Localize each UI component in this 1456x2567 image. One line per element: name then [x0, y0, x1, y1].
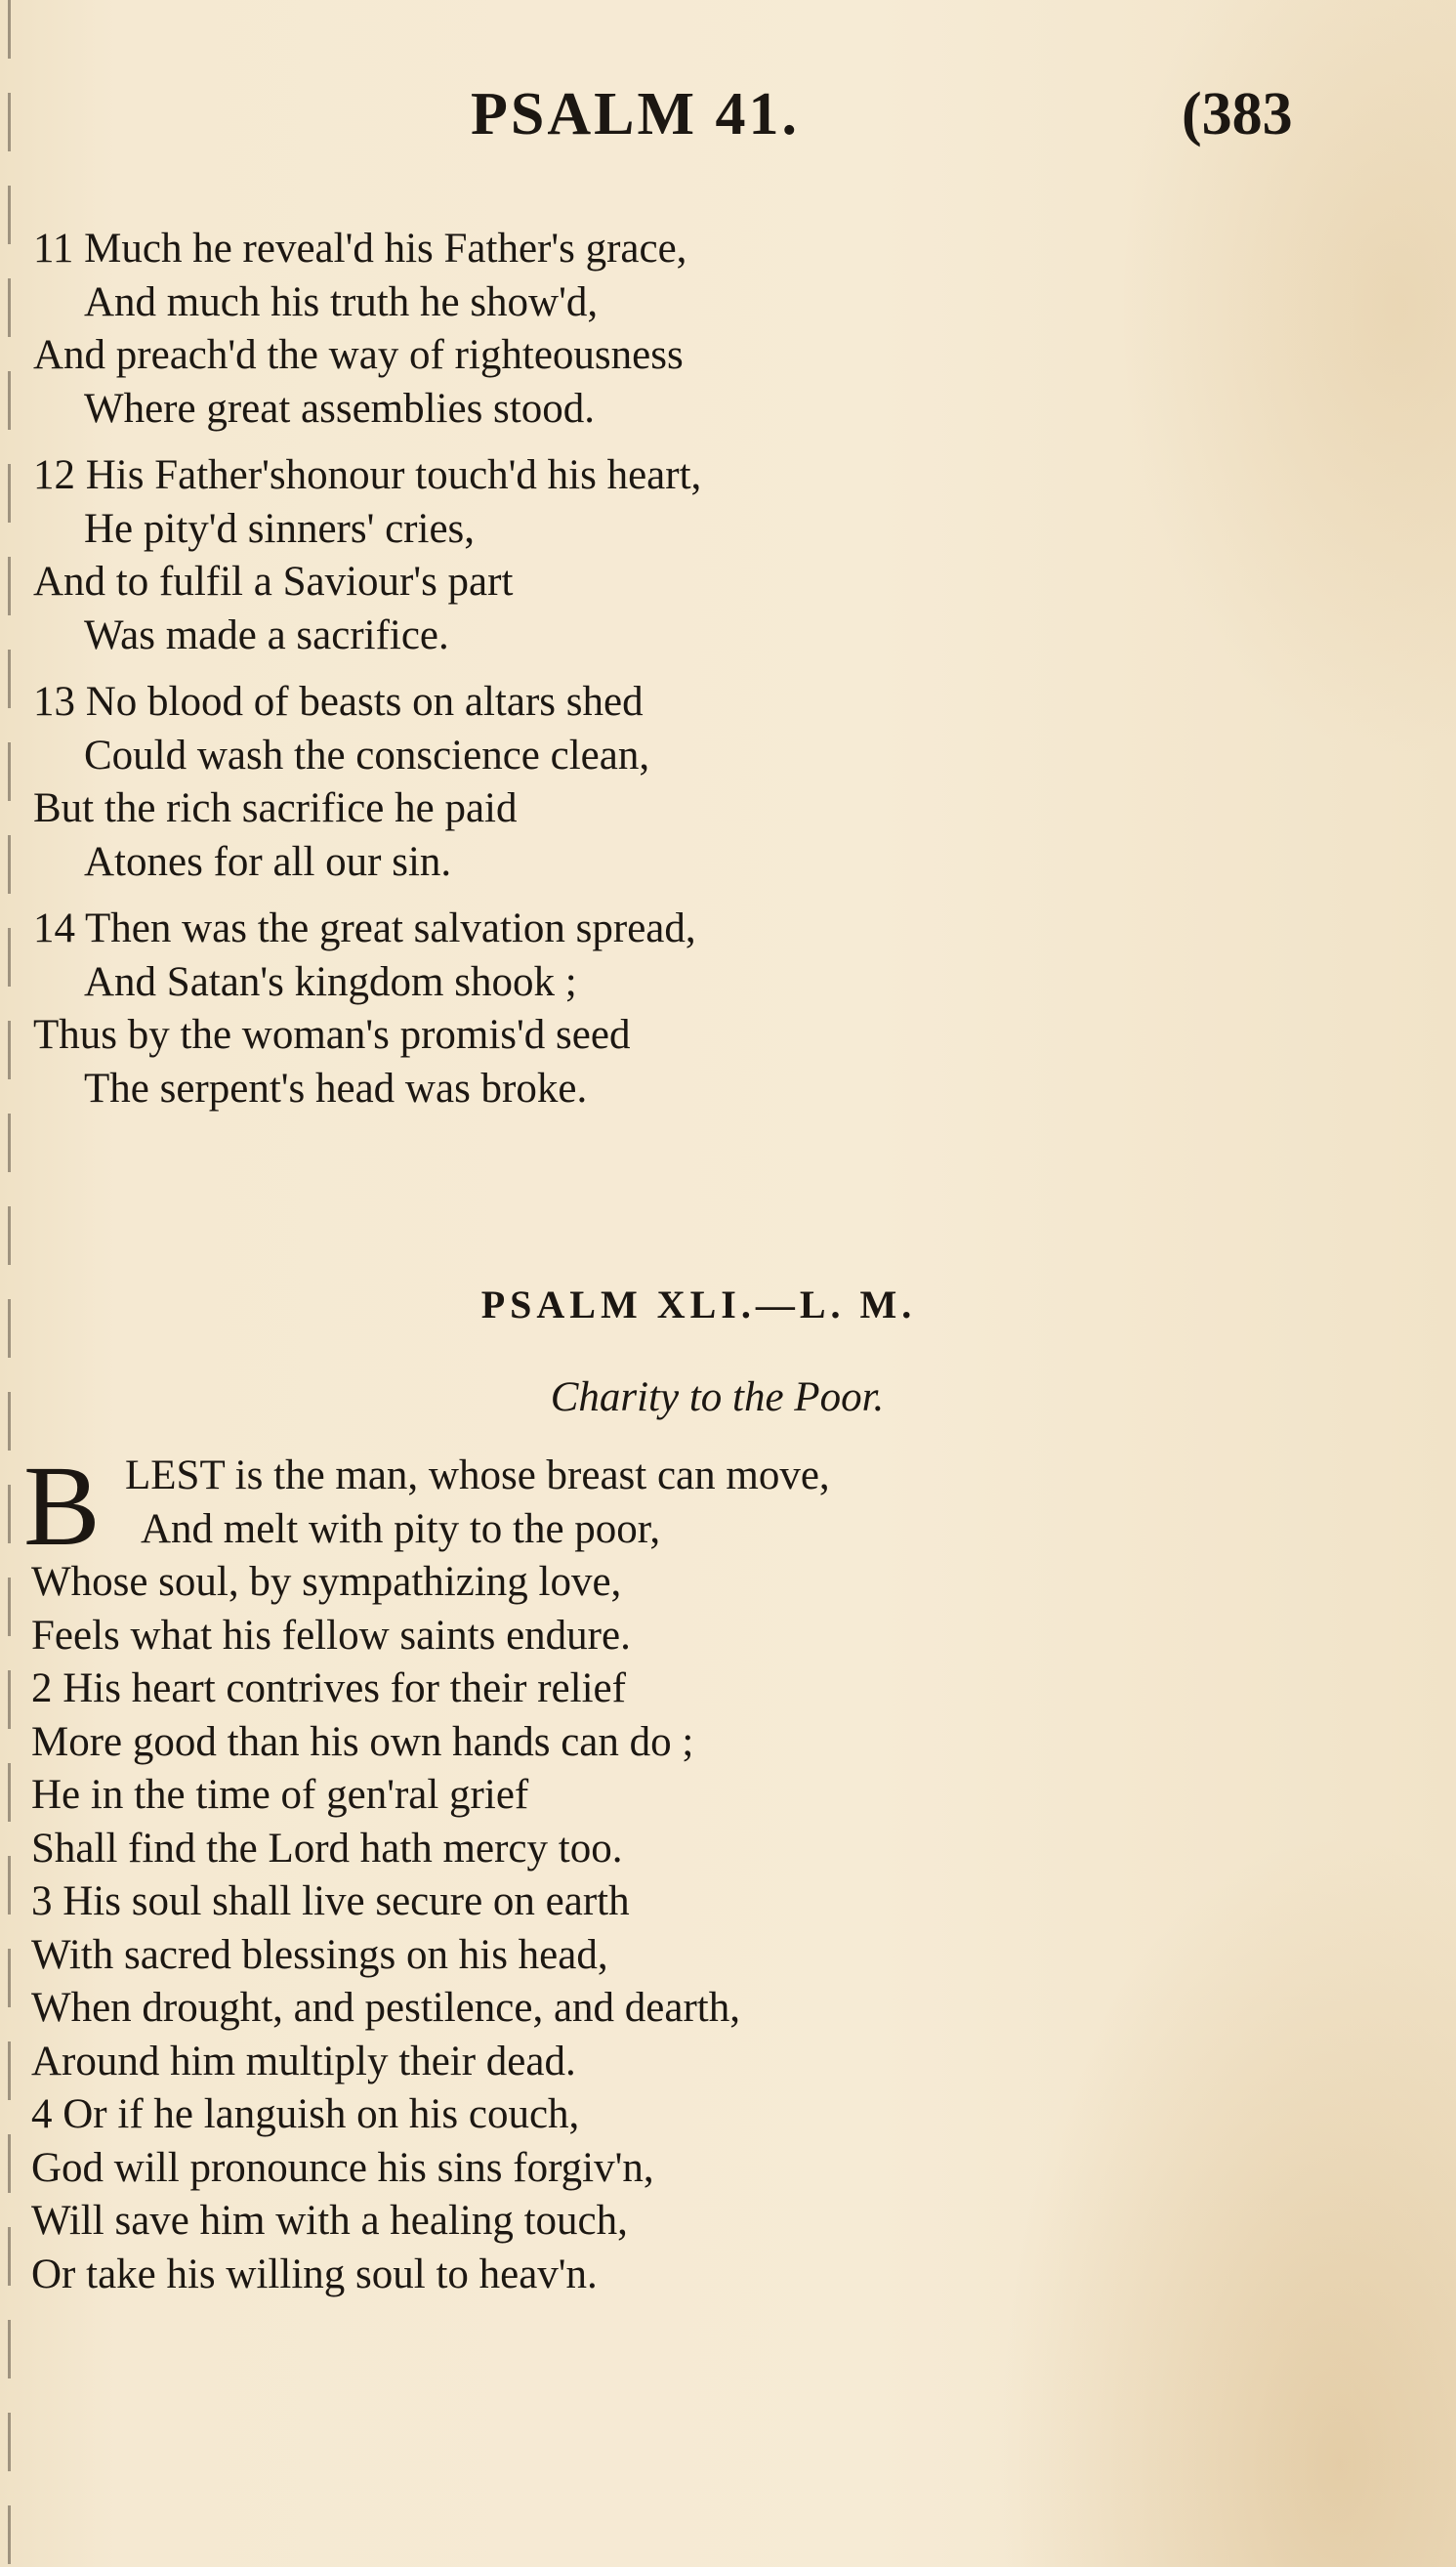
verse-line: And much his truth he show'd, [84, 278, 599, 325]
psalm-subtitle-text: Charity to the Poor. [550, 1374, 885, 1420]
drop-cap: B [23, 1442, 101, 1570]
verse-line: Atones for all our sin. [84, 838, 452, 885]
page-number: (383 [1182, 81, 1293, 147]
verse-line: And preach'd the way of righteousness [33, 332, 684, 378]
running-head [0, 80, 1456, 158]
verse-line: Was made a sacrifice. [84, 611, 449, 658]
verse-line: Around him multiply their dead. [31, 2038, 576, 2084]
verse-line: 14 Then was the great salvation spread, [33, 905, 696, 951]
verse-line: 3 His soul shall live secure on earth [31, 1878, 630, 1924]
verse-line: Or take his willing soul to heav'n. [31, 2251, 598, 2297]
verse-line: And to fulfil a Saviour's part [33, 559, 514, 605]
running-head-title: PSALM 41. [471, 81, 800, 147]
verse-line: And melt with pity to the poor, [141, 1505, 661, 1552]
verse-line: The serpent's head was broke. [84, 1065, 588, 1112]
verse-line: He pity'd sinners' cries, [84, 505, 476, 552]
verse-line: 12 His Father'shonour touch'd his heart, [33, 452, 702, 498]
psalm-heading-text: PSALM XLI.—L. M. [480, 1283, 917, 1326]
verse-line: 2 His heart contrives for their relief [31, 1665, 626, 1711]
verse-line: And Satan's kingdom shook ; [84, 958, 577, 1005]
psalm-40-continuation [33, 223, 1400, 1115]
verse-line: 11 Much he reveal'd his Father's grace, [33, 226, 687, 272]
verse-line: Could wash the conscience clean, [84, 732, 650, 779]
verse-line: 4 Or if he languish on his couch, [31, 2091, 580, 2137]
verse-line: Will save him with a healing touch, [31, 2198, 628, 2244]
verse-line: With sacred blessings on his head, [31, 1931, 608, 1978]
verse-line: God will pronounce his sins forgiv'n, [31, 2144, 654, 2191]
psalm-heading [0, 1282, 1456, 1327]
verse-line: 13 No blood of beasts on altars shed [33, 679, 644, 725]
psalm-subtitle [0, 1373, 1456, 1421]
psalm-41-text [31, 1450, 1418, 2301]
verse-line: Thus by the woman's promis'd seed [33, 1012, 631, 1058]
verse-line: But the rich sacrifice he paid [33, 785, 518, 831]
verse-line: More good than his own hands can do ; [31, 1718, 694, 1765]
verse-line: He in the time of gen'ral grief [31, 1772, 529, 1818]
verse-line: When drought, and pestilence, and dearth, [31, 1985, 740, 2031]
verse-line: Shall find the Lord hath mercy too. [31, 1825, 623, 1872]
verse-line: Whose soul, by sympathizing love, [31, 1559, 622, 1605]
verse-line: Where great assemblies stood. [84, 385, 595, 432]
verse-line: LEST is the man, whose breast can move, [125, 1452, 830, 1498]
verse-line: Feels what his fellow saints endure. [31, 1612, 631, 1659]
